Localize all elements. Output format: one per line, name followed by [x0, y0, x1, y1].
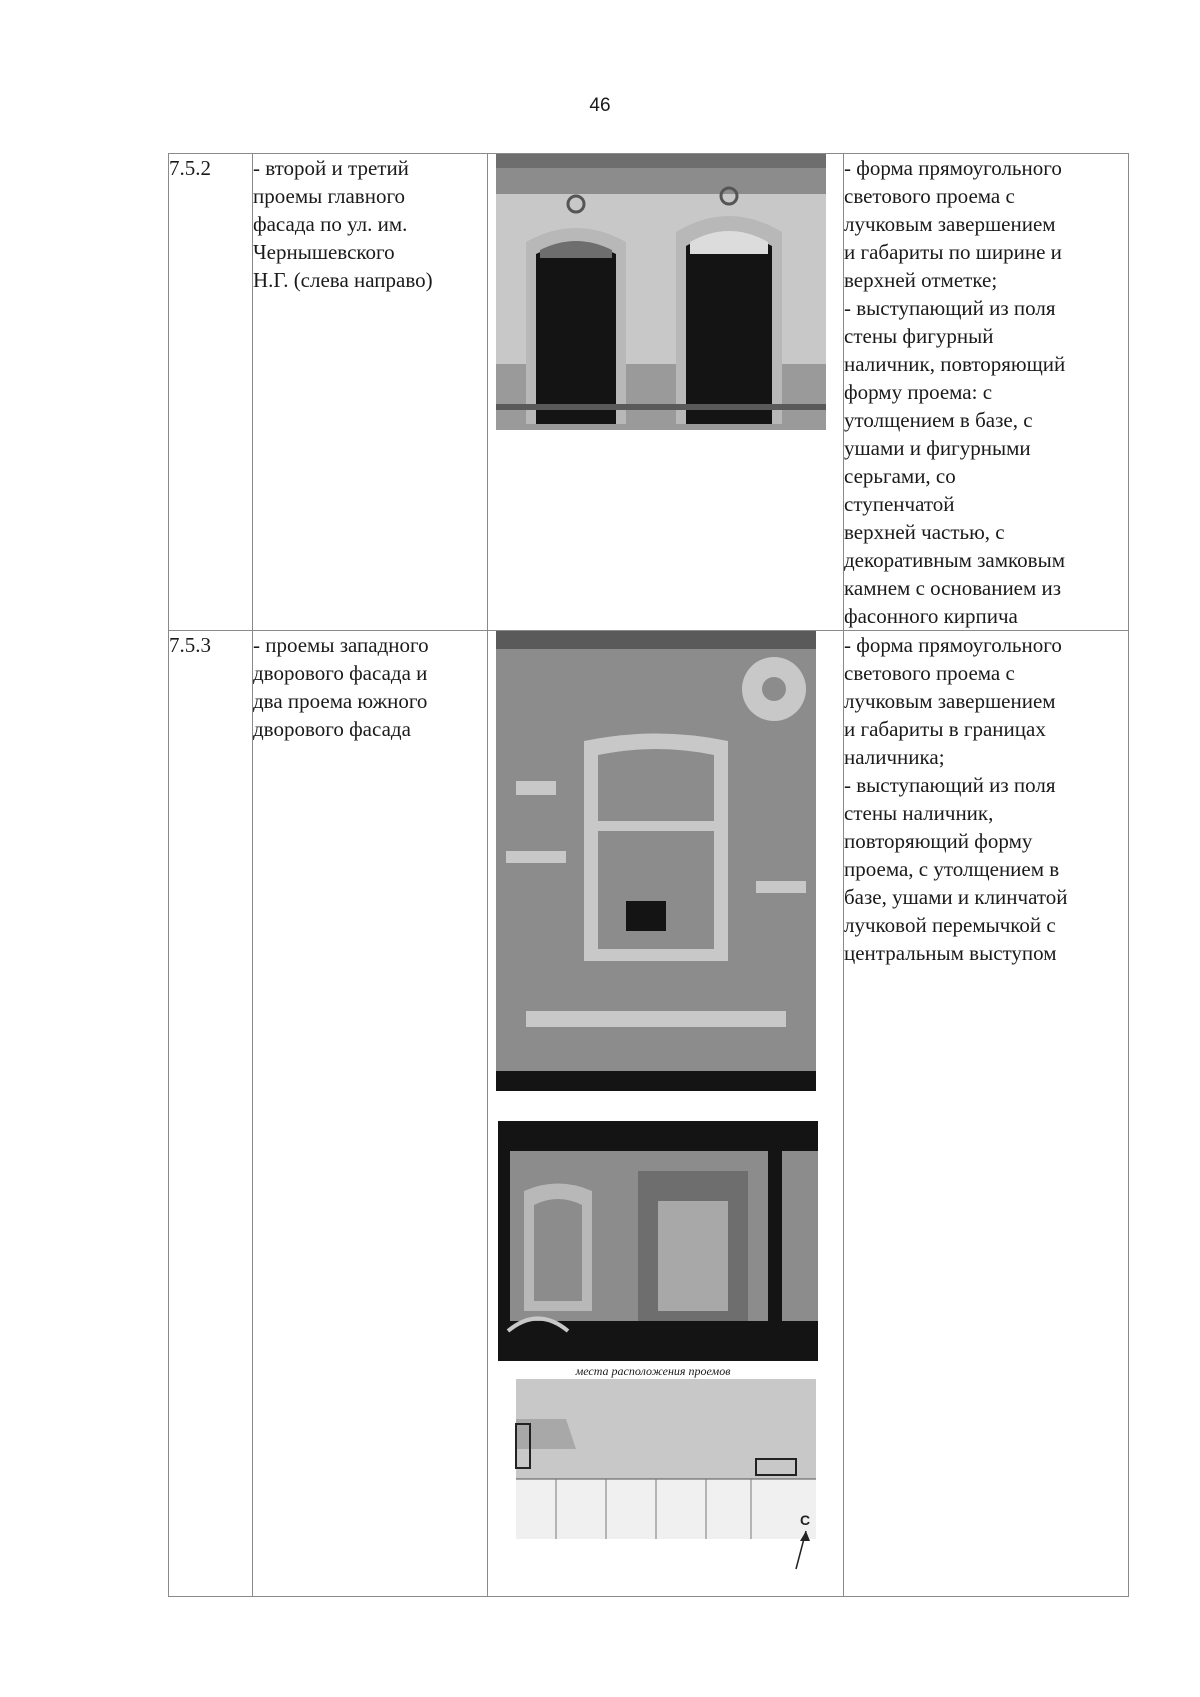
row-notes: - форма прямоугольного светового проема с лучковым завершением и габариты в границах наличника; - выступающий из поля стены наличник, повторяющий форму проема, с утолщением в базе, ушами и клинчатой лучковой перемычкой с центральным выступом [844, 633, 1068, 965]
row-description: - второй и третий проемы главного фасада по ул. им. Чернышевского Н.Г. (слева направо) [253, 156, 433, 292]
west-window-photo [488, 631, 843, 1091]
facade-photo-main [488, 154, 843, 430]
page-number: 46 [589, 95, 611, 116]
row-notes: - форма прямоугольного светового проема с лучковым завершением и габариты по ширине и верхней отметке; - выступающий из поля стены фигурный наличник, повторяющий форму проема: с утолщением в базе, с ушами и фигурными серьгами, со ступенчатой верхней частью, с декоративным замковым камнем с основанием из фасонного кирпича [844, 156, 1066, 628]
location-plan [488, 1379, 843, 1579]
table-row [169, 631, 1129, 1597]
compass-label: С [799, 1512, 811, 1528]
heritage-table [168, 153, 1129, 1597]
row-number: 7.5.3 [169, 631, 253, 1597]
row-number: 7.5.2 [169, 154, 253, 631]
plan-caption: места расположения проемов [575, 1364, 731, 1378]
south-facade-photo [488, 1121, 843, 1361]
row-description: - проемы западного дворового фасада и два проема южного дворового фасада [253, 633, 429, 741]
table-row [169, 154, 1129, 631]
